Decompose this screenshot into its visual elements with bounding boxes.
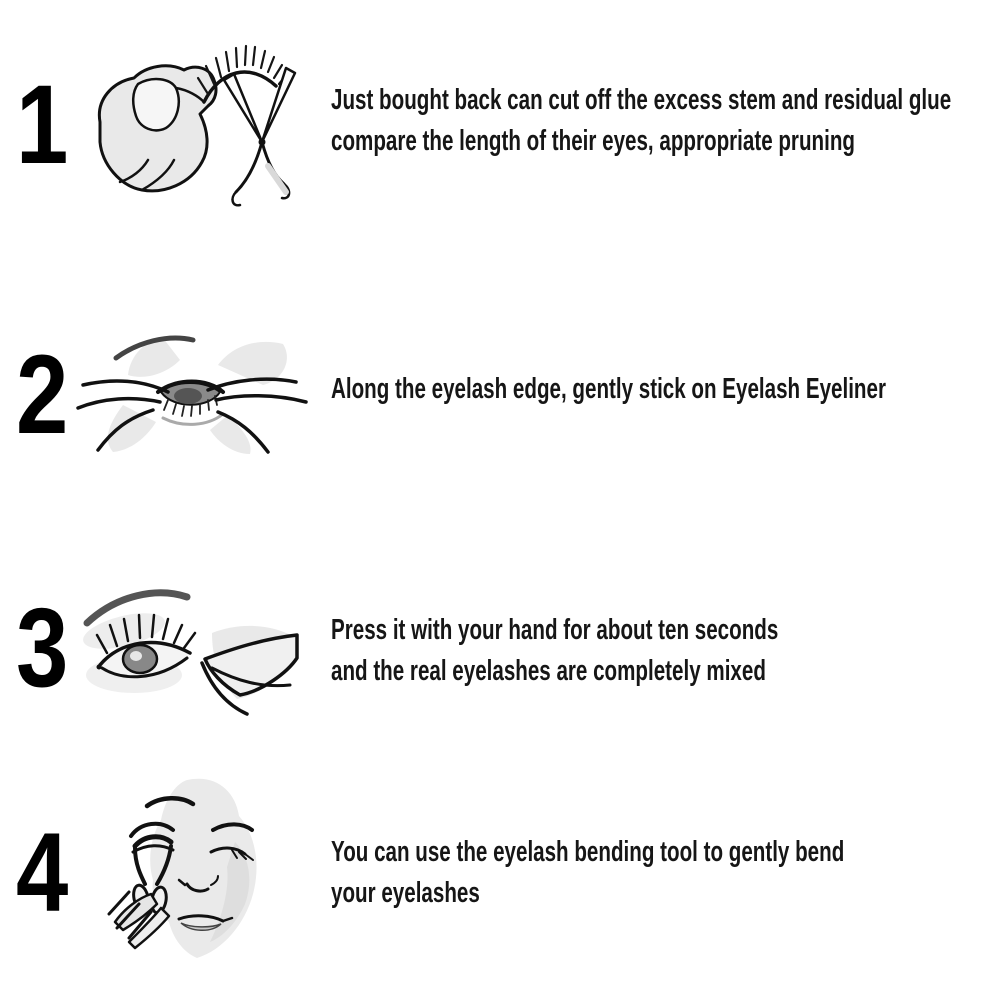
face-with-eyelash-curler-icon: [95, 772, 300, 967]
step-3-line-2: and the real eyelashes are completely mixed: [331, 655, 766, 687]
step-2-illustration: [68, 330, 313, 460]
finger-pressing-eyelash-on-eye-icon: [62, 573, 307, 718]
step-4-text: [331, 832, 1002, 914]
hand-cutting-lash-with-scissors-icon: [72, 44, 307, 214]
step-4-line-2: your eyelashes: [331, 877, 480, 909]
step-1-number: 1: [16, 62, 66, 187]
step-4-number: 4: [16, 810, 66, 935]
fingers-sticking-lash-on-eyelid-icon: [68, 330, 313, 460]
step-4-illustration: [95, 772, 300, 967]
step-3-illustration: [62, 573, 307, 718]
step-2-number: 2: [16, 332, 66, 457]
step-1-line-1: Just bought back can cut off the excess stem and residual glue: [331, 84, 952, 116]
step-2-text: [331, 369, 1002, 410]
step-2-line-1: Along the eyelash edge, gently stick on Eyelash Eyeliner: [331, 373, 886, 405]
step-1-line-2: compare the length of their eyes, appropriate pruning: [331, 125, 855, 157]
step-1-illustration: [72, 44, 307, 214]
step-3-line-1: Press it with your hand for about ten seconds: [331, 614, 779, 646]
step-3-number: 3: [16, 585, 66, 710]
step-1-text: [331, 80, 1002, 162]
step-3-text: [331, 610, 961, 692]
step-4-line-1: You can use the eyelash bending tool to gently bend: [331, 836, 845, 868]
